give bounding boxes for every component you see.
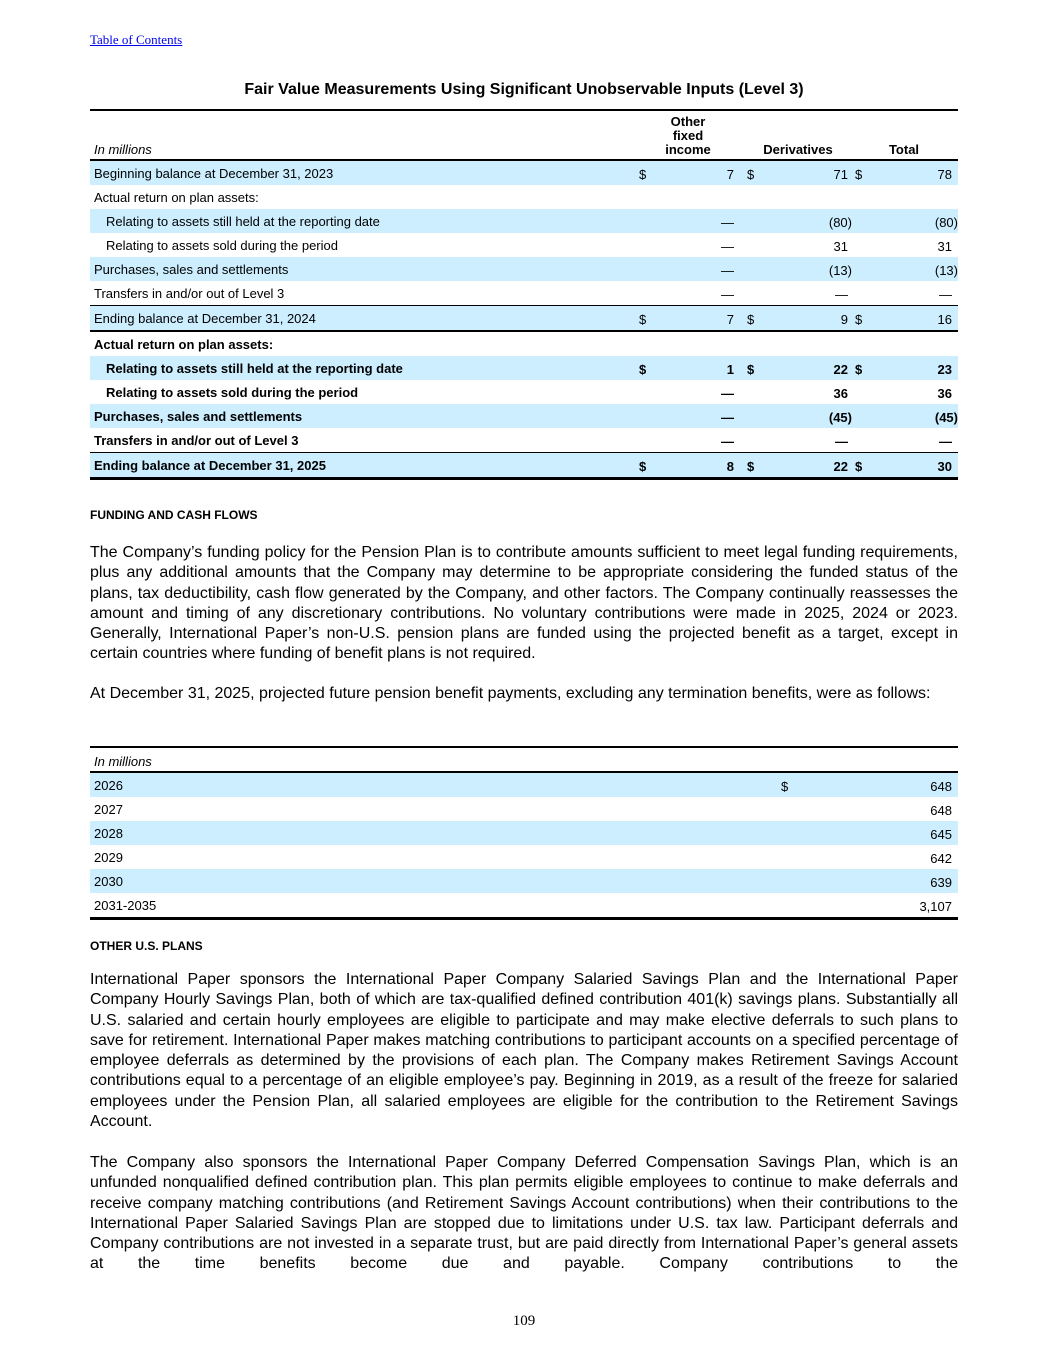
cell-derivatives: 36 [833, 386, 848, 401]
currency-symbol: $ [855, 167, 863, 182]
section-heading-funding: FUNDING AND CASH FLOWS [90, 508, 258, 522]
cell-other-fixed-income: 1 [726, 362, 734, 377]
table-row [90, 209, 958, 233]
row-label: Relating to assets still held at the reporting date [106, 214, 380, 229]
cell-derivatives: — [835, 287, 848, 302]
row-label: Relating to assets still held at the reporting date [106, 361, 403, 376]
cell-other-fixed-income: — [721, 215, 734, 230]
units-label: In millions [94, 754, 152, 769]
table-row [90, 452, 958, 480]
column-header-total: Total [888, 142, 920, 157]
cell-total: (45) [934, 410, 958, 425]
payment-value: 639 [930, 875, 952, 890]
cell-total: — [939, 287, 952, 302]
currency-symbol: $ [639, 362, 647, 377]
cell-total: 30 [937, 459, 952, 474]
section-heading-other-us-plans: OTHER U.S. PLANS [90, 939, 203, 953]
other-plans-paragraph-1: International Paper sponsors the International Paper Company Salaried Savings Plan and the International Paper Company Hourly Savings Plan, both of which are tax-qualified defined contribution 401(k) savings plans. Substantially all U.S. salaried and certain hourly employees are eligible to participate and may make elective deferrals to such plans to save for retirement. International Paper makes matching contributions to participant accounts on a specified percentage of employee deferrals as determined by the provisions of each plan. The Company makes Retirement Savings Account contributions equal to a percentage of an eligible employee’s pay. Beginning in 2019, as a result of the freeze for salaried employees under the Pension Plan, all salaried employees are eligible for the contribution to the Retirement Savings Account. [90, 971, 958, 1131]
table-row [90, 404, 958, 428]
year-label: 2028 [94, 826, 123, 841]
cell-other-fixed-income: — [721, 239, 734, 254]
year-label: 2031-2035 [94, 898, 157, 913]
row-label: Transfers in and/or out of Level 3 [94, 286, 285, 301]
table-row [90, 869, 958, 893]
year-label: 2027 [94, 802, 123, 817]
row-label: Relating to assets sold during the period [106, 385, 359, 400]
cell-derivatives: (80) [828, 215, 852, 230]
table-row [90, 797, 958, 821]
currency-symbol: $ [855, 312, 863, 327]
table-row [90, 281, 958, 305]
cell-other-fixed-income: 7 [726, 167, 734, 182]
row-label: Ending balance at December 31, 2024 [94, 311, 316, 326]
table-row [90, 356, 958, 380]
table-row [90, 428, 958, 452]
payment-value: 642 [930, 851, 952, 866]
cell-other-fixed-income: — [721, 410, 734, 425]
cell-other-fixed-income: — [721, 386, 734, 401]
cell-total: (80) [934, 215, 958, 230]
table-row [90, 332, 958, 356]
level3-table [90, 109, 958, 480]
cell-derivatives: 31 [833, 239, 848, 254]
benefit-payments-header [90, 748, 958, 773]
payments-intro-paragraph: At December 31, 2025, projected future pension benefit payments, excluding any termination benefits, were as follows: [90, 685, 931, 702]
funding-paragraph: The Company’s funding policy for the Pension Plan is to contribute amounts sufficient to meet legal funding requirements, plus any additional amounts that the Company may determine to be appropriate considering the funded status of the plans, tax deductibility, cash flow generated by the Company, and other factors. The Company continually reassesses the amount and timing of any discretionary contributions. No voluntary contributions were made in 2025, 2024 or 2023. Generally, International Paper’s non-U.S. pension plans are funded using the projected benefit as a target, except in certain countries where funding of benefit plans is not required. [90, 544, 958, 663]
column-header-derivatives: Derivatives [763, 142, 833, 157]
table-row [90, 773, 958, 797]
cell-other-fixed-income: — [721, 263, 734, 278]
currency-symbol: $ [639, 459, 647, 474]
cell-total: 31 [937, 239, 952, 254]
table-row [90, 845, 958, 869]
currency-symbol: $ [639, 312, 647, 327]
cell-total: 78 [937, 167, 952, 182]
row-label: Relating to assets sold during the period [106, 238, 338, 253]
cell-derivatives: 22 [833, 362, 848, 377]
level3-table-title: Fair Value Measurements Using Significant Unobservable Inputs (Level 3) [244, 81, 804, 98]
table-row [90, 233, 958, 257]
cell-derivatives: (45) [828, 410, 852, 425]
payment-value: 3,107 [919, 899, 952, 914]
benefit-payments-body [90, 773, 958, 920]
table-row [90, 161, 958, 185]
cell-derivatives: (13) [828, 263, 852, 278]
table-row [90, 257, 958, 281]
level3-table-header [90, 111, 958, 161]
year-label: 2029 [94, 850, 123, 865]
row-label: Actual return on plan assets: [94, 190, 259, 205]
row-label: Actual return on plan assets: [94, 337, 274, 352]
payment-value: 648 [930, 779, 952, 794]
level3-table-body [90, 161, 958, 480]
column-header-other-fixed-income: Other fixed income [665, 114, 711, 157]
currency-symbol: $ [855, 459, 863, 474]
cell-derivatives: 22 [833, 459, 848, 474]
row-label: Purchases, sales and settlements [94, 262, 289, 277]
currency-symbol: $ [747, 459, 755, 474]
table-row [90, 185, 958, 209]
cell-total: — [939, 434, 952, 449]
table-row [90, 380, 958, 404]
cell-total: 16 [937, 312, 952, 327]
payment-value: 648 [930, 803, 952, 818]
table-row [90, 821, 958, 845]
year-label: 2026 [94, 778, 123, 793]
cell-total: (13) [934, 263, 958, 278]
cell-other-fixed-income: — [721, 434, 734, 449]
page-number: 109 [512, 1313, 536, 1329]
year-label: 2030 [94, 874, 123, 889]
cell-other-fixed-income: 8 [726, 459, 734, 474]
cell-total: 23 [937, 362, 952, 377]
cell-other-fixed-income: — [721, 287, 734, 302]
currency-symbol: $ [747, 167, 755, 182]
cell-derivatives: — [835, 434, 848, 449]
table-row [90, 305, 958, 332]
cell-derivatives: 71 [833, 167, 848, 182]
cell-total: 36 [937, 386, 952, 401]
currency-symbol: $ [855, 362, 863, 377]
table-of-contents-link[interactable]: Table of Contents [90, 32, 183, 47]
row-label: Beginning balance at December 31, 2023 [94, 166, 334, 181]
row-label: Ending balance at December 31, 2025 [94, 458, 326, 473]
units-label: In millions [94, 142, 152, 157]
table-row [90, 893, 958, 920]
cell-derivatives: 9 [840, 312, 848, 327]
currency-symbol: $ [639, 167, 647, 182]
cell-other-fixed-income: 7 [726, 312, 734, 327]
currency-symbol: $ [747, 362, 755, 377]
other-plans-paragraph-2: The Company also sponsors the International Paper Company Deferred Compensation Savings Plan, which is an unfunded nonqualified defined contribution plan. This plan permits eligible employees to continue to make deferrals and receive company matching contributions (and Retirement Savings Account contributions) when their contributions to the International Paper Salaried Savings Plan are stopped due to limitations under U.S. tax law. Participant deferrals and Company contributions are not invested in a separate trust, but are paid directly from International Paper’s general assets at the time benefits become due and payable. Company contributions to the [90, 1154, 958, 1273]
benefit-payments-table [90, 746, 958, 920]
payment-value: 645 [930, 827, 952, 842]
currency-symbol: $ [747, 312, 755, 327]
row-label: Transfers in and/or out of Level 3 [94, 433, 299, 448]
row-label: Purchases, sales and settlements [94, 409, 303, 424]
currency-symbol: $ [781, 779, 789, 794]
